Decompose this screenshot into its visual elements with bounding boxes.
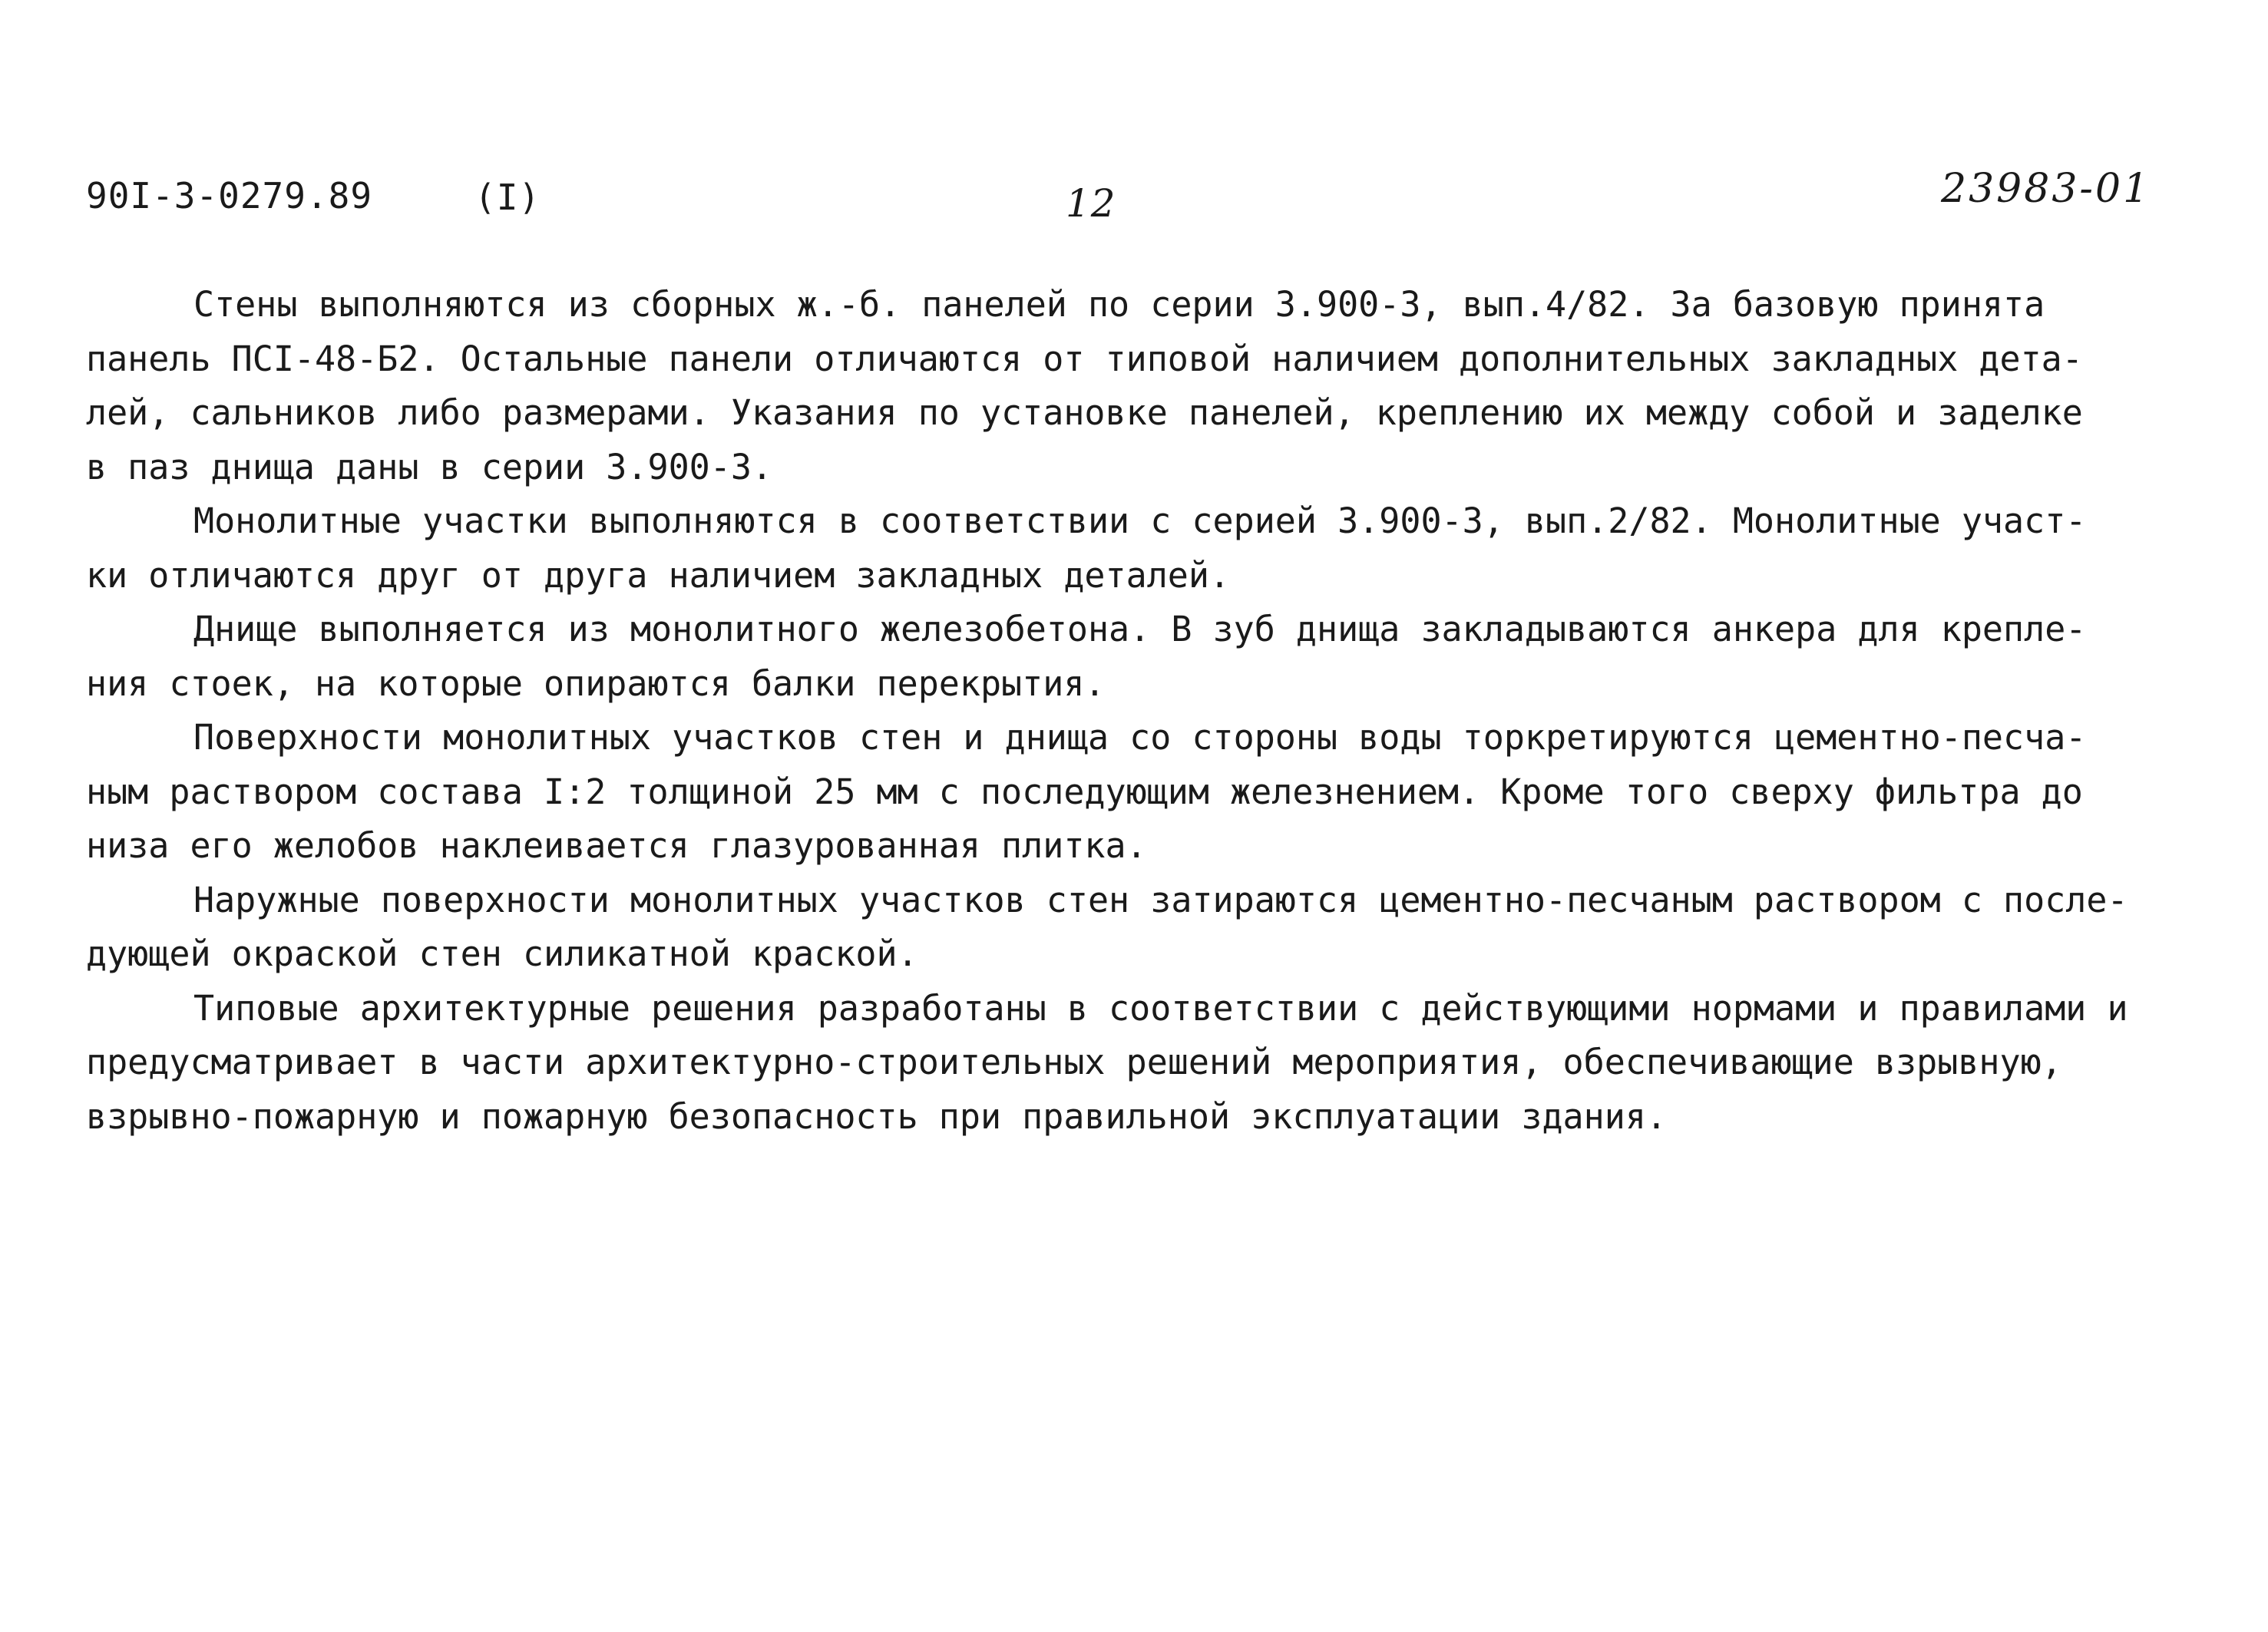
text-line: Монолитные участки выполняются в соответствии с серией 3.900-3, вып.2/82. Монолитные участ-: [193, 501, 2087, 541]
text-line: ки отличаются друг от друга наличием закладных деталей.: [86, 554, 1231, 596]
text-line: панель ПСI-48-Б2. Остальные панели отличаются от типовой наличием дополнительных закладных дета-: [86, 338, 2083, 379]
text-line: низа его желобов наклеивается глазурованная плитка.: [86, 825, 1147, 866]
paragraph: [86, 711, 2205, 874]
text-line: лей, сальников либо размерами. Указания по установке панелей, креплению их между собой и заделке: [86, 392, 2083, 433]
text-line: Типовые архитектурные решения разработаны в соответствии с действующими нормами и правилами и: [193, 987, 2128, 1029]
text-line: ным раствором состава I:2 толщиной 25 мм с последующим железнением. Кроме того сверху фильтра до: [86, 771, 2083, 812]
paragraph: [86, 278, 2205, 494]
text-line: предусматривает в части архитектурно-строительных решений мероприятия, обеспечивающие взрывную,: [86, 1042, 2062, 1082]
body-text: [86, 278, 2205, 1144]
text-line: Днище выполняется из монолитного железобетона. В зуб днища закладываются анкера для крепле-: [193, 609, 2087, 649]
text-line: взрывно-пожарную и пожарную безопасность при правильной эксплуатации здания.: [86, 1095, 1668, 1137]
text-line: ния стоек, на которые опираются балки перекрытия.: [86, 662, 1106, 704]
inventory-number: 23983-01: [1941, 166, 2151, 212]
text-line: в паз днища даны в серии 3.900-3.: [86, 446, 773, 487]
text-line: дующей окраской стен силикатной краской.: [86, 933, 918, 974]
part-number: (I): [474, 177, 541, 218]
text-line: Наружные поверхности монолитных участков стен затираются цементно-песчаным раствором с после-: [193, 879, 2128, 920]
text-line: Стены выполняются из сборных ж.-б. панелей по серии 3.900-3, вып.4/82. За базовую принята: [193, 284, 2045, 325]
text-line: Поверхности монолитных участков стен и днища со стороны воды торкретируются цементно-песча-: [193, 717, 2087, 758]
paragraph: [86, 603, 2205, 711]
page-number: 12: [1066, 181, 1116, 226]
paragraph: [86, 874, 2205, 982]
paragraph: [86, 982, 2205, 1145]
paragraph: [86, 494, 2205, 603]
document-code: 90I-3-0279.89: [86, 175, 373, 216]
